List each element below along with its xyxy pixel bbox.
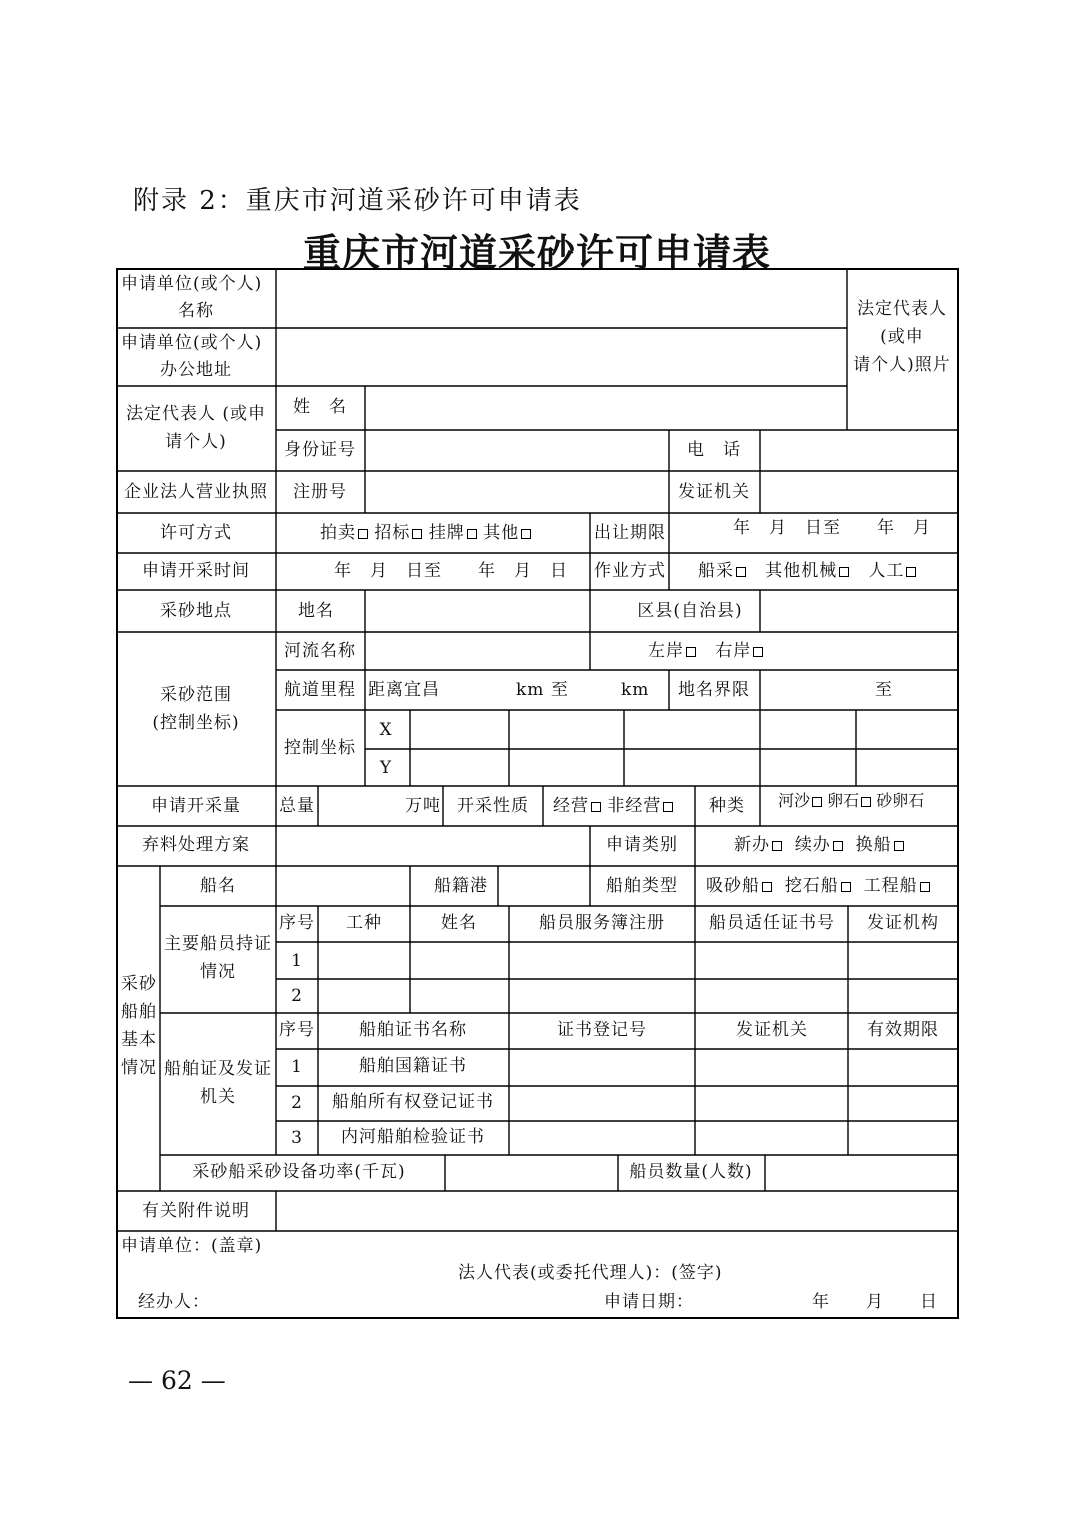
checkbox-business[interactable] xyxy=(591,802,601,812)
nature-option-nonbusiness: 非经营 xyxy=(607,796,662,816)
ship-type-label: 船舶类型 xyxy=(606,876,678,896)
county-label: 区县(自治县) xyxy=(637,601,743,621)
legal-rep-label: 法定代表人 (或申 xyxy=(125,404,267,424)
kind-option-pebble: 卵石 xyxy=(827,791,860,810)
id-number-label: 身份证号 xyxy=(284,440,356,460)
ship-section-label-4: 情况 xyxy=(121,1058,157,1078)
type-option-renew: 续办 xyxy=(794,835,831,855)
checkbox-machine[interactable] xyxy=(839,567,849,577)
attachments-label: 有关附件说明 xyxy=(142,1201,250,1221)
cert-col-validity: 有效期限 xyxy=(867,1020,939,1040)
checkbox-bid[interactable] xyxy=(412,529,422,539)
crew-col-issuer: 发证机构 xyxy=(867,913,939,933)
page-number: — 62 — xyxy=(128,1366,226,1395)
ship-option-engineering: 工程船 xyxy=(863,876,918,896)
permit-option-listing: 挂牌 xyxy=(428,523,465,543)
checkbox-nonbusiness[interactable] xyxy=(663,802,673,812)
mining-time-value: 年 月 日至 年 月 日 xyxy=(334,561,568,581)
business-license-label: 企业法人营业执照 xyxy=(124,482,268,502)
channel-mileage-label: 航道里程 xyxy=(284,680,356,700)
applicant-address-label-2: 办公地址 xyxy=(160,360,232,380)
type-option-change: 换船 xyxy=(855,835,892,855)
ship-section-label-3: 基本 xyxy=(121,1030,157,1050)
permit-mode-label: 许可方式 xyxy=(160,523,232,543)
checkbox-engineering[interactable] xyxy=(920,882,930,892)
apply-date-label: 申请日期： xyxy=(604,1292,694,1312)
ship-section-label: 采砂 xyxy=(121,974,157,994)
mining-time-label: 申请开采时间 xyxy=(142,561,250,581)
checkbox-listing[interactable] xyxy=(467,529,477,539)
apply-type-label: 申请类别 xyxy=(606,835,678,855)
checkbox-renew[interactable] xyxy=(833,841,843,851)
cert-row-no: 1 xyxy=(291,1057,303,1077)
unit-label: 万吨 xyxy=(405,796,441,816)
transfer-period-label: 出让期限 xyxy=(594,523,666,543)
boundary-to-label: 至 xyxy=(875,680,893,700)
mining-range-label: 采砂范围 xyxy=(160,685,232,705)
cert-row-name: 船舶国籍证书 xyxy=(359,1056,467,1076)
appendix-title: 附录 2：重庆市河道采砂许可申请表 xyxy=(133,186,582,216)
checkbox-other[interactable] xyxy=(521,529,531,539)
photo-label: 法定代表人 xyxy=(857,299,947,319)
work-mode-label: 作业方式 xyxy=(594,561,666,581)
checkbox-manual[interactable] xyxy=(906,567,916,577)
nature-option-business: 经营 xyxy=(553,796,589,816)
equipment-power-label: 采砂船采砂设备功率(千瓦) xyxy=(192,1162,406,1182)
checkbox-suction[interactable] xyxy=(762,882,772,892)
permit-option-other: 其他 xyxy=(483,523,520,543)
cert-col-name: 船舶证书名称 xyxy=(359,1020,467,1040)
applicant-name-label-2: 名称 xyxy=(178,301,214,321)
nature-label: 开采性质 xyxy=(457,796,529,816)
crew-row-no: 2 xyxy=(291,986,303,1006)
work-option-manual: 人工 xyxy=(868,561,905,581)
mining-amount-label: 申请开采量 xyxy=(151,796,241,816)
ship-option-suction: 吸砂船 xyxy=(706,876,760,896)
cert-col-no: 序号 xyxy=(279,1020,315,1040)
cert-row-no: 3 xyxy=(291,1128,303,1148)
ship-type-options xyxy=(706,872,930,900)
kind-option-sandpebble: 砂卵石 xyxy=(876,791,925,810)
bank-options xyxy=(648,637,763,665)
total-label: 总量 xyxy=(279,796,315,816)
phone-label: 电 话 xyxy=(687,440,741,460)
registration-number-label: 注册号 xyxy=(293,482,347,502)
transfer-period-value: 年 月 日至 年 月 xyxy=(733,518,931,538)
km-to-label: km 至 xyxy=(516,680,569,700)
checkbox-new[interactable] xyxy=(772,841,782,851)
legal-rep-label-2: 请个人) xyxy=(165,432,227,452)
bank-option-left: 左岸 xyxy=(648,641,684,661)
km-label: km xyxy=(621,680,650,700)
ship-name-label: 船名 xyxy=(200,876,236,896)
place-name-label: 地名 xyxy=(298,601,334,621)
checkbox-auction[interactable] xyxy=(358,529,368,539)
apply-date-value: 年 月 日 xyxy=(812,1292,938,1312)
crew-label: 主要船员持证 xyxy=(164,934,272,954)
applicant-seal-label: 申请单位：(盖章) xyxy=(121,1236,263,1256)
crew-count-label: 船员数量(人数) xyxy=(629,1162,753,1182)
checkbox-ship[interactable] xyxy=(736,567,746,577)
checkbox-left-bank[interactable] xyxy=(686,647,696,657)
checkbox-sand[interactable] xyxy=(812,797,822,807)
cert-col-issuer: 发证机关 xyxy=(736,1020,808,1040)
form-title: 重庆市河道采砂许可申请表 xyxy=(302,230,771,275)
work-option-machine: 其他机械 xyxy=(765,561,838,581)
control-coord-label: 控制坐标 xyxy=(284,738,356,758)
bank-option-right: 右岸 xyxy=(715,641,752,661)
crew-col-service-book: 船员服务簿注册 xyxy=(539,913,665,933)
kind-options xyxy=(778,787,924,815)
cert-col-reg-no: 证书登记号 xyxy=(557,1020,647,1040)
applicant-address-label: 申请单位(或个人) xyxy=(121,333,263,353)
issuing-authority-label: 发证机关 xyxy=(678,482,750,502)
port-label: 船籍港 xyxy=(434,876,488,896)
apply-type-options xyxy=(734,831,904,859)
cert-label-2: 机关 xyxy=(200,1087,236,1107)
checkbox-right-bank[interactable] xyxy=(753,647,763,657)
type-option-new: 新办 xyxy=(734,835,770,855)
work-mode-options xyxy=(698,557,916,585)
photo-label-2: (或申 xyxy=(880,327,924,347)
waste-plan-label: 弃料处理方案 xyxy=(142,835,250,855)
cert-row-name: 船舶所有权登记证书 xyxy=(332,1092,494,1112)
crew-row-no: 1 xyxy=(291,951,303,971)
cert-label: 船舶证及发证 xyxy=(164,1059,272,1079)
photo-label-3: 请个人)照片 xyxy=(853,355,951,375)
ship-section-label-2: 船舶 xyxy=(121,1002,157,1022)
kind-option-sand: 河沙 xyxy=(778,791,811,810)
site-label: 采砂地点 xyxy=(160,601,232,621)
crew-col-cert-no: 船员适任证书号 xyxy=(709,913,835,933)
checkbox-change-ship[interactable] xyxy=(894,841,904,851)
name-label: 姓 名 xyxy=(293,397,347,417)
checkbox-pebble[interactable] xyxy=(861,797,871,807)
crew-col-job: 工种 xyxy=(346,913,382,933)
cert-row-no: 2 xyxy=(291,1093,303,1113)
crew-label-2: 情况 xyxy=(200,962,236,982)
coord-x-label: X xyxy=(379,720,393,740)
permit-option-auction: 拍卖 xyxy=(320,523,356,543)
river-name-label: 河流名称 xyxy=(284,641,356,661)
checkbox-stone[interactable] xyxy=(841,882,851,892)
distance-yichang-label: 距离宜昌 xyxy=(368,680,440,700)
legal-signature-label: 法人代表(或委托代理人)：(签字) xyxy=(458,1263,723,1283)
crew-col-name: 姓名 xyxy=(441,913,477,933)
crew-col-no: 序号 xyxy=(279,913,315,933)
coord-y-label: Y xyxy=(379,758,393,778)
cert-row-name: 内河船舶检验证书 xyxy=(341,1127,485,1147)
handler-label: 经办人： xyxy=(138,1292,210,1312)
permit-option-bid: 招标 xyxy=(374,523,411,543)
boundary-label: 地名界限 xyxy=(678,680,750,700)
mining-range-label-2: (控制坐标) xyxy=(152,713,240,733)
permit-mode-options xyxy=(320,519,531,547)
applicant-name-label: 申请单位(或个人) xyxy=(121,274,263,294)
work-option-ship: 船采 xyxy=(698,561,734,581)
nature-options xyxy=(553,792,673,820)
ship-option-stone: 挖石船 xyxy=(784,876,839,896)
kind-label: 种类 xyxy=(709,796,745,816)
